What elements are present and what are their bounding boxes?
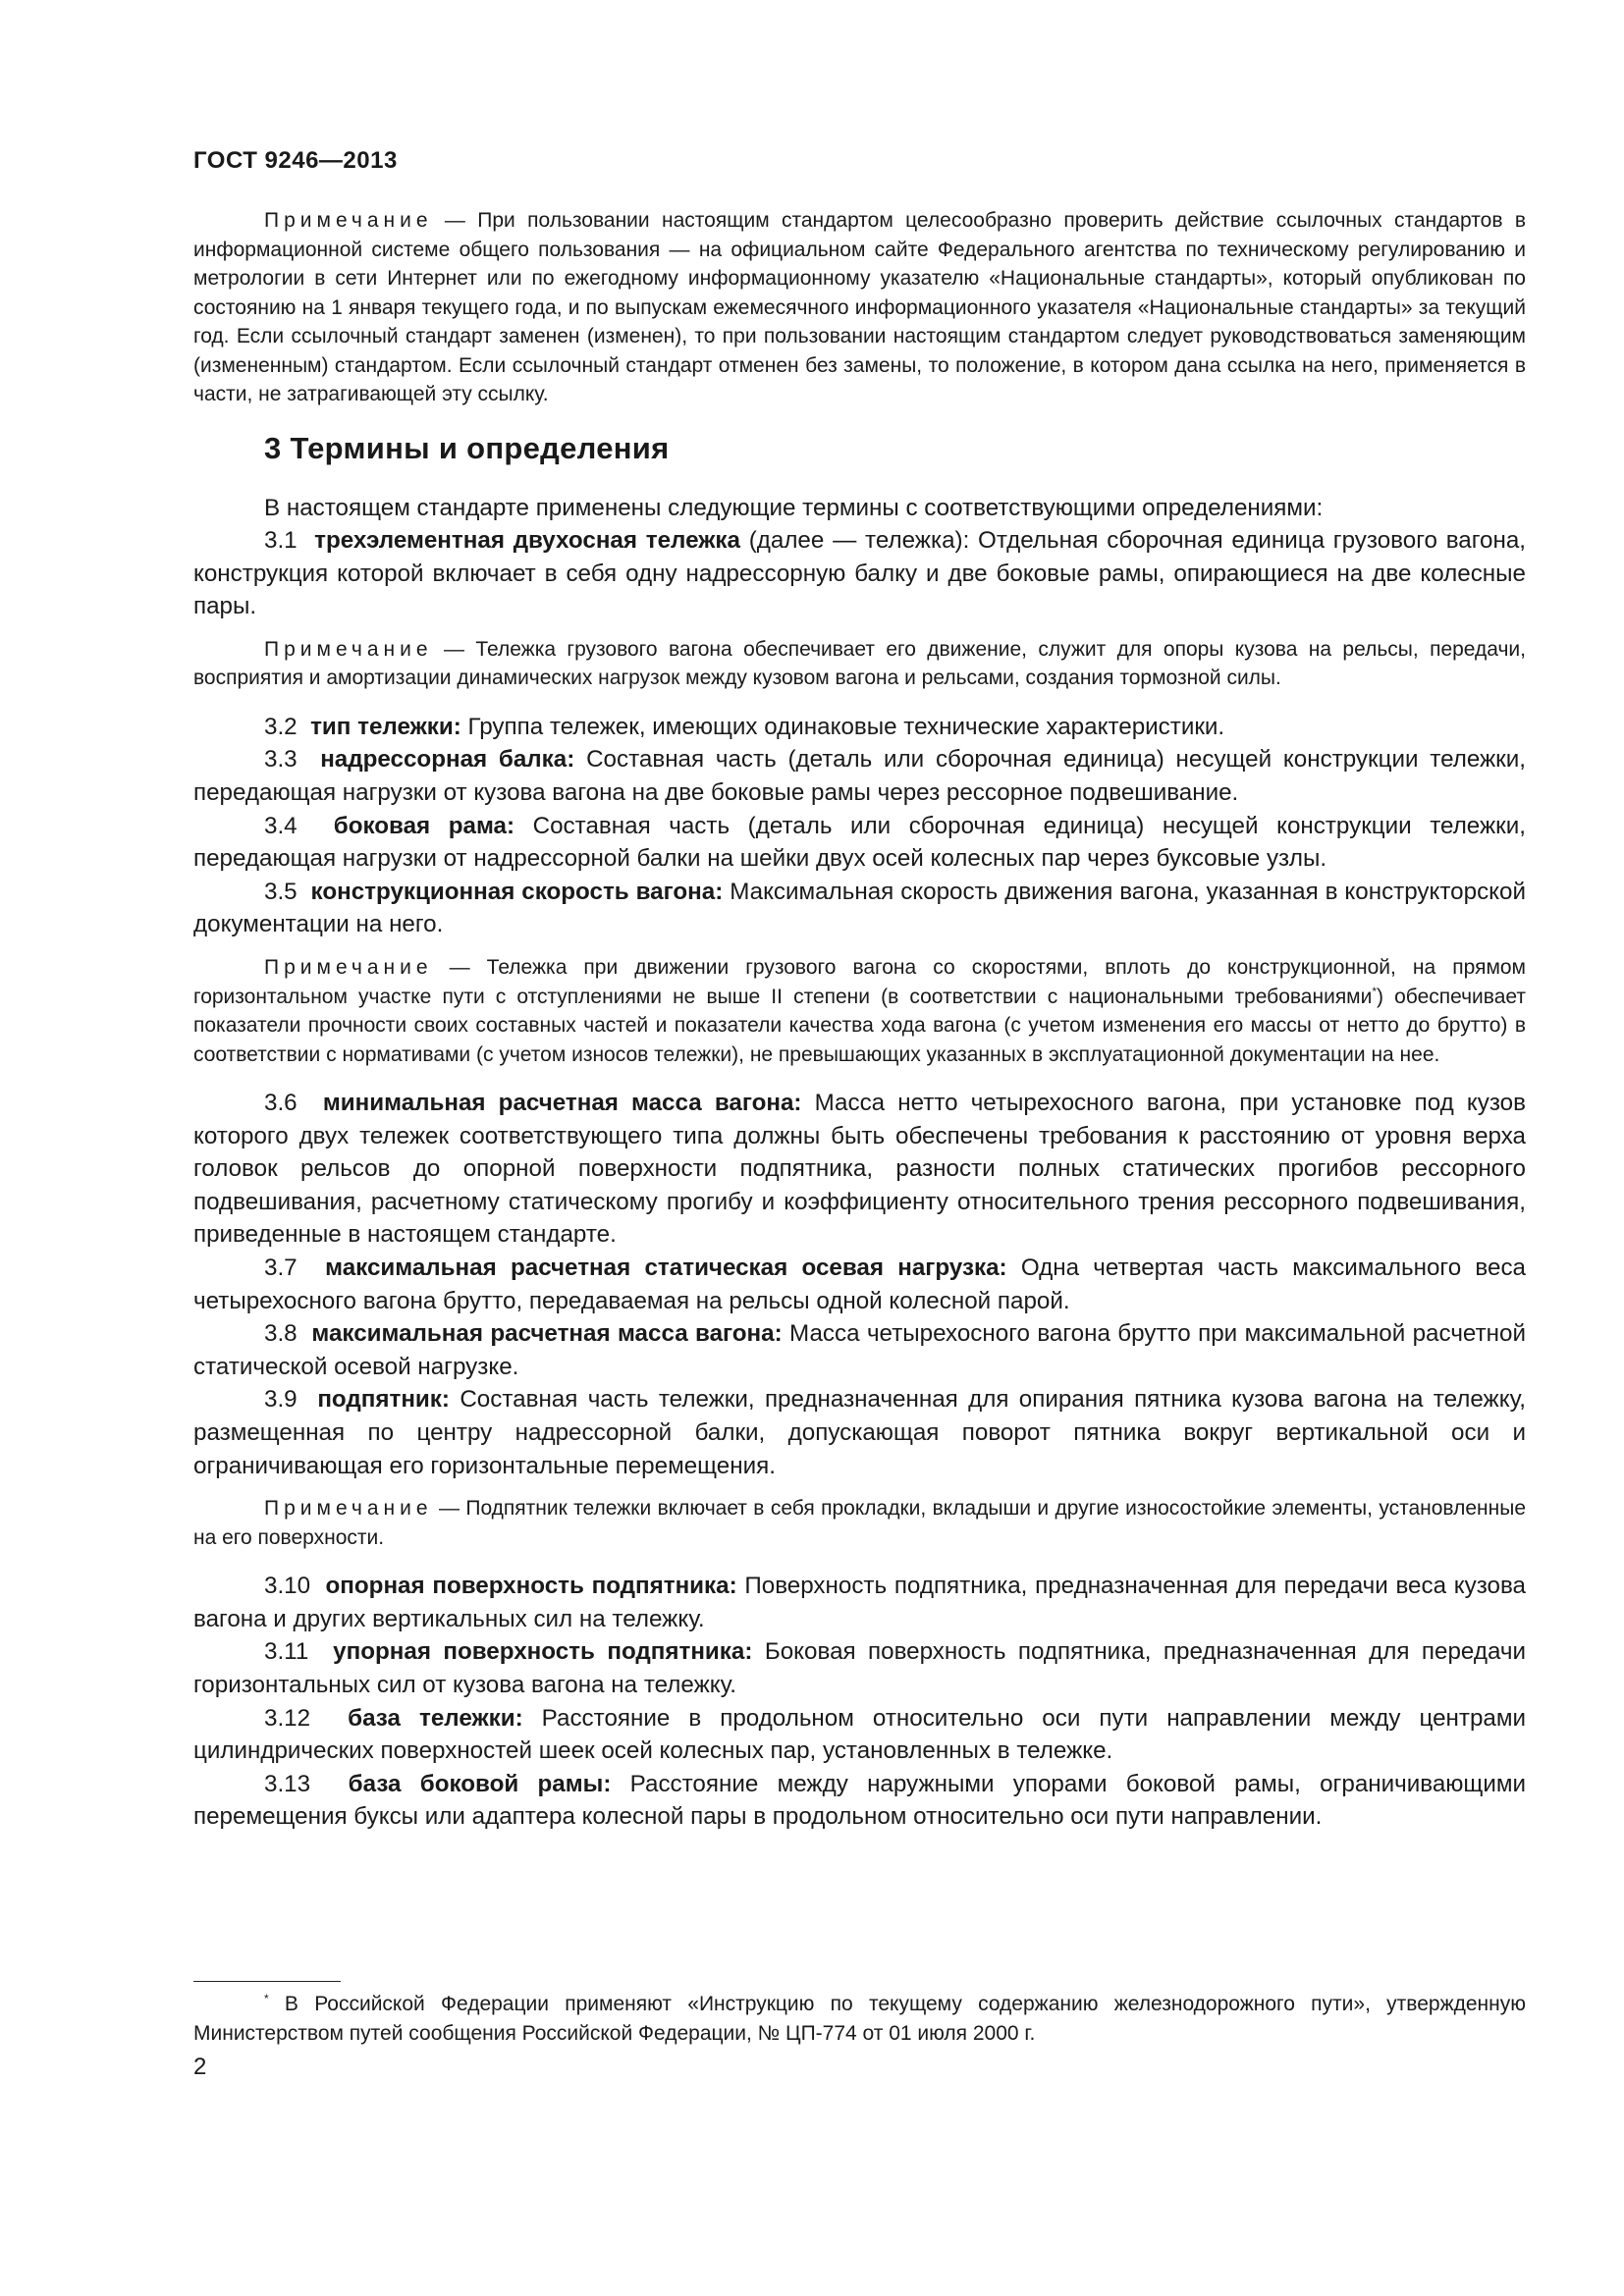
- term-3-3: 3.3 надрессорная балка: Составная часть (деталь или сборочная единица) несущей конструкции тележки, передающая нагрузки от кузова вагона на две боковые рамы через рессорное подвешивание.: [193, 746, 1526, 807]
- footnote-mark: *: [264, 1992, 269, 2005]
- note-bogie: Примечание — Тележка грузового вагона обеспечивает его движение, служит для опоры кузова на рельсы, передачи, восприятия и амортизации динамических нагрузок между кузовом вагона и рельсами, создания тормозной силы.: [193, 637, 1526, 690]
- section-intro: В настоящем стандарте применены следующие термины с соответствующими определениями:: [264, 494, 1324, 521]
- note-label: Примечание: [264, 1497, 433, 1521]
- note-label: Примечание: [264, 956, 433, 980]
- section-title: 3 Термины и определения: [264, 430, 670, 465]
- page-content: [193, 206, 1526, 1834]
- footnote-text: В Российской Федерации применяют «Инструкцию по текущему содержанию железнодорожного пути», утвержденную Министерством путей сообщения Российской Федерации, № ЦП-774 от 01 июля 2000 г.: [193, 1993, 1526, 2045]
- term-3-5: 3.5 конструкционная скорость вагона: Максимальная скорость движения вагона, указанная в конструкторской документации на него.: [193, 878, 1526, 938]
- footnote-divider: [193, 1981, 341, 1982]
- term-3-2: 3.2 тип тележки: Группа тележек, имеющих одинаковые технические характеристики.: [264, 713, 1225, 740]
- term-3-4: 3.4 боковая рама: Составная часть (деталь или сборочная единица) несущей конструкции тележки, передающая нагрузки от надрессорной балки на шейки двух осей колесных пар через буксовые узлы.: [193, 812, 1526, 873]
- footnote-marker: *: [1372, 984, 1378, 998]
- term-3-11: 3.11 упорная поверхность подпятника: Боковая поверхность подпятника, предназначенная для передачи горизонтальных сил от кузова вагона на тележку.: [193, 1638, 1526, 1698]
- note-speed: Примечание — Тележка при движении грузового вагона со скоростями, вплоть до конструкционной, на прямом горизонтальном участке пути с отступлениями не выше II степени (в соответствии с национальными требованиями*) обеспечивает показатели прочности своих составных частей и показатели качества хода вагона (с учетом изменения его массы от нетто до брутто) в соответствии с нормативами (с учетом износов тележки), не превышающих указанных в эксплуатационной документации на нее.: [193, 956, 1526, 1066]
- page-number: 2: [193, 2054, 207, 2080]
- term-3-12: 3.12 база тележки: Расстояние в продольном относительно оси пути направлении между центрами цилиндрических поверхностей шеек осей колесных пар, установленных в тележке.: [193, 1704, 1526, 1765]
- note-center-plate: Примечание — Подпятник тележки включает в себя прокладки, вкладыши и другие износостойкие элементы, установленные на его поверхности.: [193, 1497, 1527, 1549]
- note-references: Примечание — При пользовании настоящим стандартом целесообразно проверить действие ссылочных стандартов в информационной системе общего пользования — на официальном сайте Федерального агентства по техническому регулированию и метрологии в сети Интернет или по ежегодному информационному указателю «Национальные стандарты», который опубликован по состоянию на 1 января текущего года, и по выпускам ежемесячного информационного указателя «Национальные стандарты» за текущий год. Если ссылочный стандарт заменен (изменен), то при пользовании настоящим стандартом следует руководствоваться заменяющим (измененным) стандартом. Если ссылочный стандарт отменен без замены, то положение, в котором дана ссылка на него, применяется в части, не затрагивающей эту ссылку.: [193, 209, 1527, 405]
- standard-code: ГОСТ 9246—2013: [193, 147, 398, 174]
- footnote: [193, 1990, 1526, 2048]
- term-3-6: 3.6 минимальная расчетная масса вагона: Масса нетто четырехосного вагона, при установке под кузов которого двух тележек соответствующего типа должны быть обеспечены требования к расстоянию от уровня верха головок рельсов до опорной поверхности подпятника, разности полных статических прогибов рессорного подвешивания, расчетному статическому прогибу и коэффициенту относительного трения рессорного подвешивания, приведенные в настоящем стандарте.: [193, 1090, 1526, 1249]
- term-3-7: 3.7 максимальная расчетная статическая осевая нагрузка: Одна четвертая часть максимального веса четырехосного вагона брутто, передаваемая на рельсы одной колесной парой.: [193, 1255, 1526, 1314]
- note-label: Примечание: [264, 209, 433, 232]
- note-label: Примечание: [264, 637, 433, 661]
- term-3-8: 3.8 максимальная расчетная масса вагона: Масса четырехосного вагона брутто при максимальной расчетной статической осевой нагрузке.: [193, 1320, 1526, 1380]
- term-3-1: 3.1 трехэлементная двухосная тележка (далее — тележка): Отдельная сборочная единица грузового вагона, конструкция которой включает в себя одну надрессорную балку и две боковые рамы, опирающиеся на две колесные пары.: [193, 527, 1526, 620]
- term-3-13: 3.13 база боковой рамы: Расстояние между наружными упорами боковой рамы, ограничивающими перемещения буксы или адаптера колесной пары в продольном относительно оси пути направлении.: [193, 1770, 1526, 1831]
- term-3-10: 3.10 опорная поверхность подпятника: Поверхность подпятника, предназначенная для передачи веса кузова вагона и других вертикальных сил на тележку.: [193, 1573, 1526, 1632]
- term-3-9: 3.9 подпятник: Составная часть тележки, предназначенная для опирания пятника кузова вагона на тележку, размещенная по центру надрессорной балки, допускающая поворот пятника вокруг вертикальной оси и ограничивающая его горизонтальные перемещения.: [193, 1386, 1526, 1479]
